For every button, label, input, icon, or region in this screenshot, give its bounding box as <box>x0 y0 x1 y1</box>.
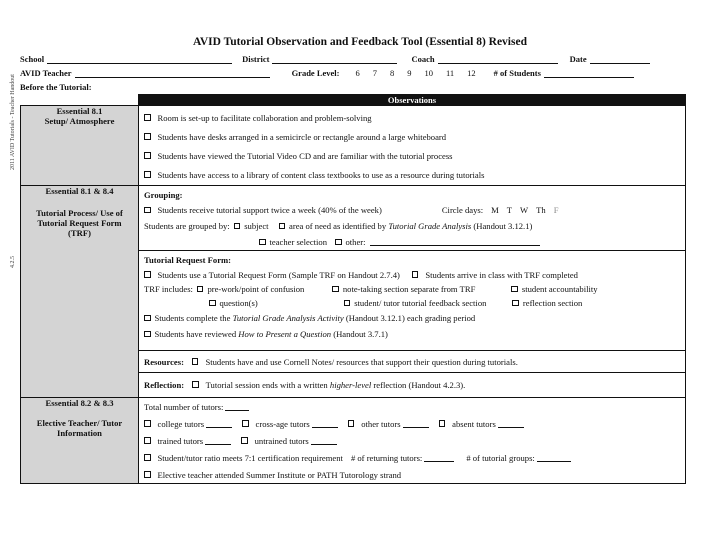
resources-row[interactable] <box>139 351 685 372</box>
observation-table <box>20 94 686 484</box>
grade-option[interactable]: 7 <box>372 68 377 78</box>
table-corner <box>21 95 139 106</box>
tutorial-process-title: Tutorial Process/ Use of Tutorial Request Form (TRF) <box>36 208 123 238</box>
day-option[interactable]: Th <box>536 205 546 215</box>
checkbox[interactable] <box>197 286 204 293</box>
header-row-1 <box>20 54 690 64</box>
checkbox[interactable] <box>144 420 151 427</box>
trf-includes-row-2 <box>139 296 685 310</box>
date-field[interactable] <box>590 55 650 64</box>
students-field[interactable] <box>544 69 634 78</box>
checklist-item[interactable] <box>139 127 685 146</box>
option-text: college tutors <box>157 418 205 429</box>
training-row <box>139 432 685 449</box>
date-label: Date <box>569 54 587 64</box>
day-option[interactable]: M <box>491 205 499 215</box>
tutor-info-cell <box>139 398 686 484</box>
grade-label: Grade Level: <box>291 68 340 78</box>
checkbox[interactable] <box>144 171 151 178</box>
checkbox[interactable] <box>259 239 266 246</box>
option-text: trained tutors <box>157 435 204 446</box>
side-note-top: 2011 AVID Tutorials - Teacher Handout <box>10 74 16 170</box>
option-text: student/ tutor tutorial feedback section <box>354 298 487 308</box>
checkbox[interactable] <box>234 223 241 230</box>
trf-includes-row <box>139 282 685 296</box>
option-text: other: <box>345 237 366 247</box>
checkbox[interactable] <box>144 454 151 461</box>
school-label: School <box>20 54 45 64</box>
trf-use-row[interactable] <box>139 267 685 282</box>
checkbox[interactable] <box>279 223 286 230</box>
checkbox[interactable] <box>209 300 216 307</box>
before-tutorial-label: Before the Tutorial: <box>20 82 92 92</box>
untrained-tutors-field[interactable] <box>311 437 337 445</box>
checkbox[interactable] <box>144 331 151 338</box>
checkbox[interactable] <box>512 300 519 307</box>
option-text: cross-age tutors <box>255 418 310 429</box>
cross-age-tutors-field[interactable] <box>312 420 338 428</box>
grouped-by-label: Students are grouped by: <box>144 221 230 231</box>
checkbox[interactable] <box>144 271 151 278</box>
setup-items-cell <box>139 106 686 186</box>
item-text: reflection (Handout 4.2.3). <box>373 379 466 390</box>
option-text: student accountability <box>521 284 598 294</box>
teacher-field[interactable] <box>75 69 270 78</box>
checkbox[interactable] <box>335 239 342 246</box>
setup-atmosphere-title: Setup/ Atmosphere <box>44 116 115 126</box>
groups-label: # of tutorial groups: <box>466 452 535 463</box>
teacher-label: AVID Teacher <box>20 68 72 78</box>
checklist-item[interactable] <box>139 165 685 184</box>
total-tutors-label: Total number of tutors: <box>144 402 224 412</box>
checkbox[interactable] <box>144 207 151 214</box>
item-text: Room is set-up to facilitate collaboration and problem-solving <box>157 112 372 123</box>
day-option[interactable]: T <box>506 205 513 215</box>
option-text: reflection section <box>522 298 583 308</box>
support-text: Students receive tutorial support twice a week (40% of the week) <box>157 205 382 215</box>
item-text: (Handout 3.7.1) <box>333 329 388 339</box>
coach-label: Coach <box>411 54 435 64</box>
checkbox[interactable] <box>241 437 248 444</box>
item-text: Students have desks arranged in a semicircle or rectangle around a large whiteboard <box>157 131 447 142</box>
option-text: (Handout 3.12.1) <box>473 221 533 231</box>
item-text-italic: higher-level <box>329 379 372 390</box>
checkbox[interactable] <box>192 358 199 365</box>
tutorial-process-cell <box>139 186 686 398</box>
college-tutors-field[interactable] <box>206 420 232 428</box>
item-text: Students complete the <box>154 313 231 323</box>
institute-row[interactable] <box>139 466 685 483</box>
option-text: absent tutors <box>452 418 496 429</box>
grade-option[interactable]: 9 <box>407 68 412 78</box>
item-text-italic: Tutorial Grade Analysis Activity <box>232 313 344 323</box>
returning-tutors-field[interactable] <box>424 454 454 462</box>
checkbox[interactable] <box>144 133 151 140</box>
elective-teacher-title: Elective Teacher/ Tutor Information <box>36 418 123 438</box>
essential-8-1-title: Essential 8.1 <box>56 106 103 116</box>
total-tutors-row <box>139 399 685 415</box>
item-text: Elective teacher attended Summer Institute or PATH Tutorology strand <box>157 469 402 480</box>
item-text: (Handout 3.12.1) each grading period <box>345 313 476 323</box>
checkbox[interactable] <box>439 420 446 427</box>
checkbox[interactable] <box>332 286 339 293</box>
item-text: Students arrive in class with TRF completed <box>425 269 578 280</box>
option-text: note-taking section separate from TRF <box>342 284 476 294</box>
checkbox[interactable] <box>144 471 151 478</box>
item-text: Students have and use Cornell Notes/ resources that support their question during tutorials. <box>205 356 518 367</box>
grade-option[interactable]: 12 <box>467 68 476 78</box>
day-option[interactable]: F <box>553 205 559 215</box>
grade-option[interactable]: 10 <box>424 68 433 78</box>
checkbox[interactable] <box>144 315 151 322</box>
reviewed-question-row[interactable] <box>139 326 685 342</box>
item-text: Students have reviewed <box>154 329 237 339</box>
option-text: Student/tutor ratio meets 7:1 certification requirement <box>157 452 343 463</box>
total-tutors-field[interactable] <box>225 403 249 411</box>
coach-field[interactable] <box>438 55 558 64</box>
checkbox[interactable] <box>348 420 355 427</box>
trained-tutors-field[interactable] <box>205 437 231 445</box>
absent-tutors-field[interactable] <box>498 420 524 428</box>
checkbox[interactable] <box>144 437 151 444</box>
essential-8-1-8-4-title: Essential 8.1 & 8.4 <box>45 186 114 196</box>
grouped-by-row-2 <box>139 234 685 250</box>
item-text: Students have access to a library of content class textbooks to use as a resource during tutorials <box>157 169 485 180</box>
option-text: question(s) <box>219 298 258 308</box>
checklist-item[interactable] <box>139 108 685 127</box>
ratio-row <box>139 449 685 466</box>
checkbox[interactable] <box>344 300 351 307</box>
complete-gradeanalysis-row[interactable] <box>139 310 685 326</box>
school-field[interactable] <box>47 55 232 64</box>
item-text: Tutorial session ends with a written <box>205 379 328 390</box>
header-row-2 <box>20 68 690 78</box>
checklist-item[interactable] <box>139 146 685 165</box>
other-tutors-field[interactable] <box>403 420 429 428</box>
checkbox[interactable] <box>192 381 199 388</box>
tutorial-groups-field[interactable] <box>537 454 571 462</box>
grade-option[interactable]: 8 <box>389 68 395 78</box>
grade-option[interactable]: 11 <box>445 68 455 78</box>
checkbox[interactable] <box>412 271 419 278</box>
essential-8-1-label <box>21 106 139 186</box>
days-options <box>483 205 558 215</box>
circle-days-label: Circle days: <box>441 205 484 215</box>
side-note-page: 4.2.5 <box>10 256 16 268</box>
students-label: # of Students <box>493 68 541 78</box>
checkbox[interactable] <box>144 114 151 121</box>
essential-8-1-8-4-label <box>21 186 139 398</box>
essential-8-2-8-3-title: Essential 8.2 & 8.3 <box>45 398 114 408</box>
observations-heading: Observations <box>139 95 686 106</box>
day-option[interactable]: W <box>520 205 529 215</box>
district-label: District <box>242 54 270 64</box>
option-text: teacher selection <box>269 237 327 247</box>
reflection-row[interactable] <box>139 373 685 396</box>
other-field[interactable] <box>370 238 540 246</box>
checkbox[interactable] <box>511 286 518 293</box>
tutor-types-row <box>139 415 685 432</box>
district-field[interactable] <box>272 55 397 64</box>
grouping-label: Grouping: <box>144 190 183 200</box>
returning-label: # of returning tutors: <box>350 452 423 463</box>
option-text-italic: Tutorial Grade Analysis <box>388 221 472 231</box>
option-text: area of need as identified by <box>289 221 387 231</box>
checkbox[interactable] <box>242 420 249 427</box>
resources-label: Resources: <box>144 356 184 367</box>
item-text: Students use a Tutorial Request Form (Sample TRF on Handout 2.7.4) <box>157 269 400 280</box>
item-text-italic: How to Present a Question <box>238 329 332 339</box>
checkbox[interactable] <box>144 152 151 159</box>
grouped-by-row <box>139 218 685 234</box>
item-text: Students have viewed the Tutorial Video CD and are familiar with the tutorial process <box>157 150 453 161</box>
support-row[interactable] <box>139 202 685 218</box>
document-title: AVID Tutorial Observation and Feedback Tool (Essential 8) Revised <box>193 36 527 48</box>
essential-8-2-8-3-label <box>21 398 139 484</box>
option-text: untrained tutors <box>254 435 309 446</box>
header-row-3 <box>20 82 690 92</box>
trf-label: Tutorial Request Form: <box>144 255 232 265</box>
trf-includes-label: TRF includes: <box>144 284 193 294</box>
option-text: subject <box>244 221 269 231</box>
reflection-label: Reflection: <box>144 379 185 390</box>
option-text: pre-work/point of confusion <box>207 284 305 294</box>
option-text: other tutors <box>361 418 401 429</box>
grade-option[interactable]: 6 <box>355 68 360 78</box>
